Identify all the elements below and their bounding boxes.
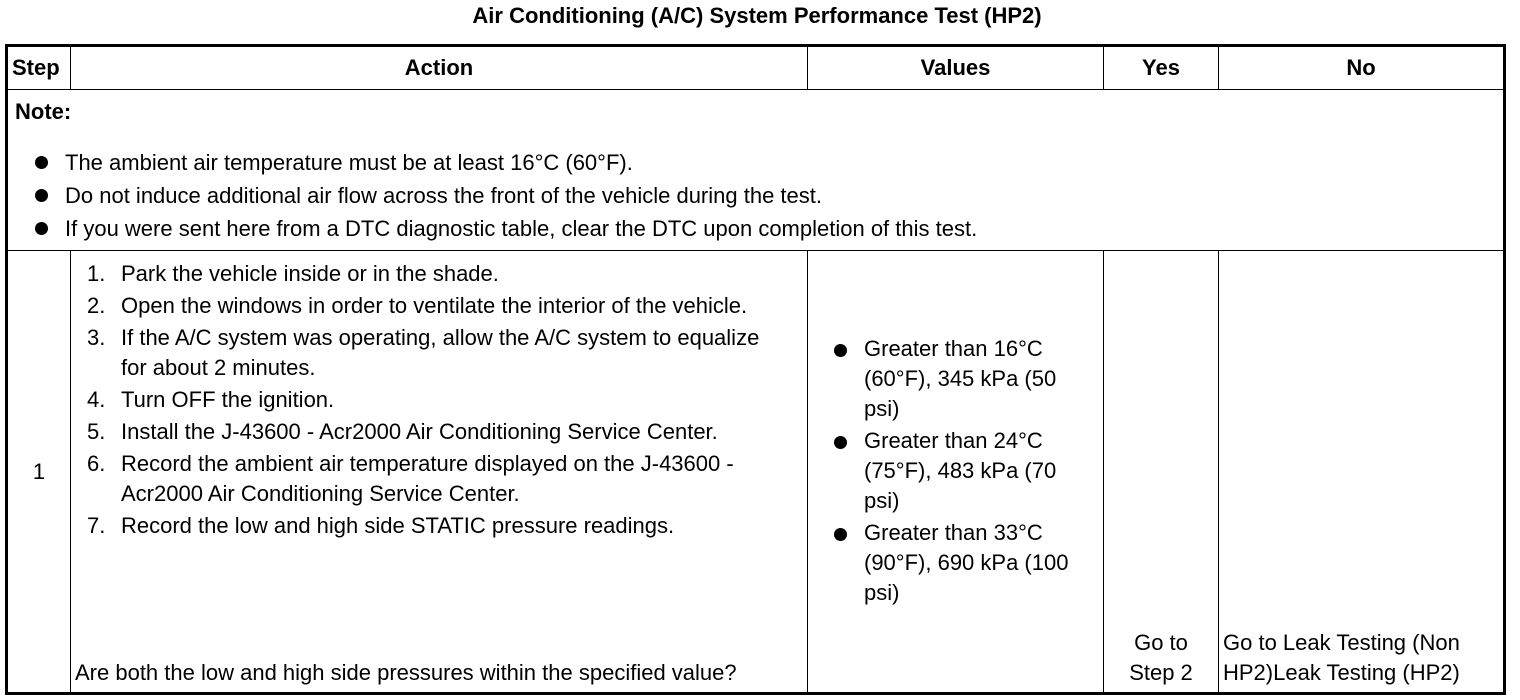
value-item: Greater than 16°C (60°F), 345 kPa (50 psi) (830, 334, 1093, 424)
step-number: 1 (7, 251, 71, 694)
note-item: Do not induce additional air flow across the front of the vehicle during the test. (15, 179, 1503, 212)
header-values: Values (808, 46, 1104, 90)
action-item: 6. Record the ambient air temperature displayed on the J-43600 - Acr2000 Air Conditioning Service Center. (87, 451, 734, 506)
action-item: 3. If the A/C system was operating, allow the A/C system to equalize for about 2 minutes. (87, 325, 760, 380)
header-step: Step (7, 46, 71, 90)
header-no: No (1219, 46, 1505, 90)
note-list (15, 146, 1503, 245)
header-yes: Yes (1104, 46, 1219, 90)
action-list (83, 259, 801, 541)
question-text: Are both the low and high side pressures within the specified value? (75, 660, 737, 685)
values-cell (808, 251, 1104, 694)
no-cell (1219, 251, 1505, 694)
values-list (830, 334, 1093, 608)
header-row (7, 46, 1505, 90)
note-item: If you were sent here from a DTC diagnostic table, clear the DTC upon completion of this test. (15, 212, 1503, 245)
value-item: Greater than 33°C (90°F), 690 kPa (100 psi) (830, 518, 1093, 608)
no-link[interactable]: Go to Leak Testing (Non HP2)Leak Testing (HP2) (1223, 630, 1460, 685)
action-item: 1. Park the vehicle inside or in the shade. (87, 261, 499, 286)
note-title: Note: (15, 99, 72, 124)
yes-cell (1104, 251, 1219, 694)
note-item: The ambient air temperature must be at least 16°C (60°F). (15, 146, 1503, 179)
header-action: Action (71, 46, 808, 90)
page-title: Air Conditioning (A/C) System Performance Test (HP2) (472, 3, 1042, 28)
action-cell (71, 251, 808, 694)
yes-link[interactable]: Go to Step 2 (1129, 630, 1193, 685)
action-item: 7. Record the low and high side STATIC pressure readings. (87, 513, 675, 538)
value-item: Greater than 24°C (75°F), 483 kPa (70 psi) (830, 426, 1093, 516)
note-cell (7, 90, 1505, 251)
action-item: 5. Install the J-43600 - Acr2000 Air Conditioning Service Center. (87, 419, 718, 444)
action-item: 4. Turn OFF the ignition. (87, 387, 335, 412)
action-item: 2. Open the windows in order to ventilate the interior of the vehicle. (87, 293, 748, 318)
diagnostic-table (5, 44, 1506, 695)
note-row (7, 90, 1505, 251)
step-row (7, 251, 1505, 694)
